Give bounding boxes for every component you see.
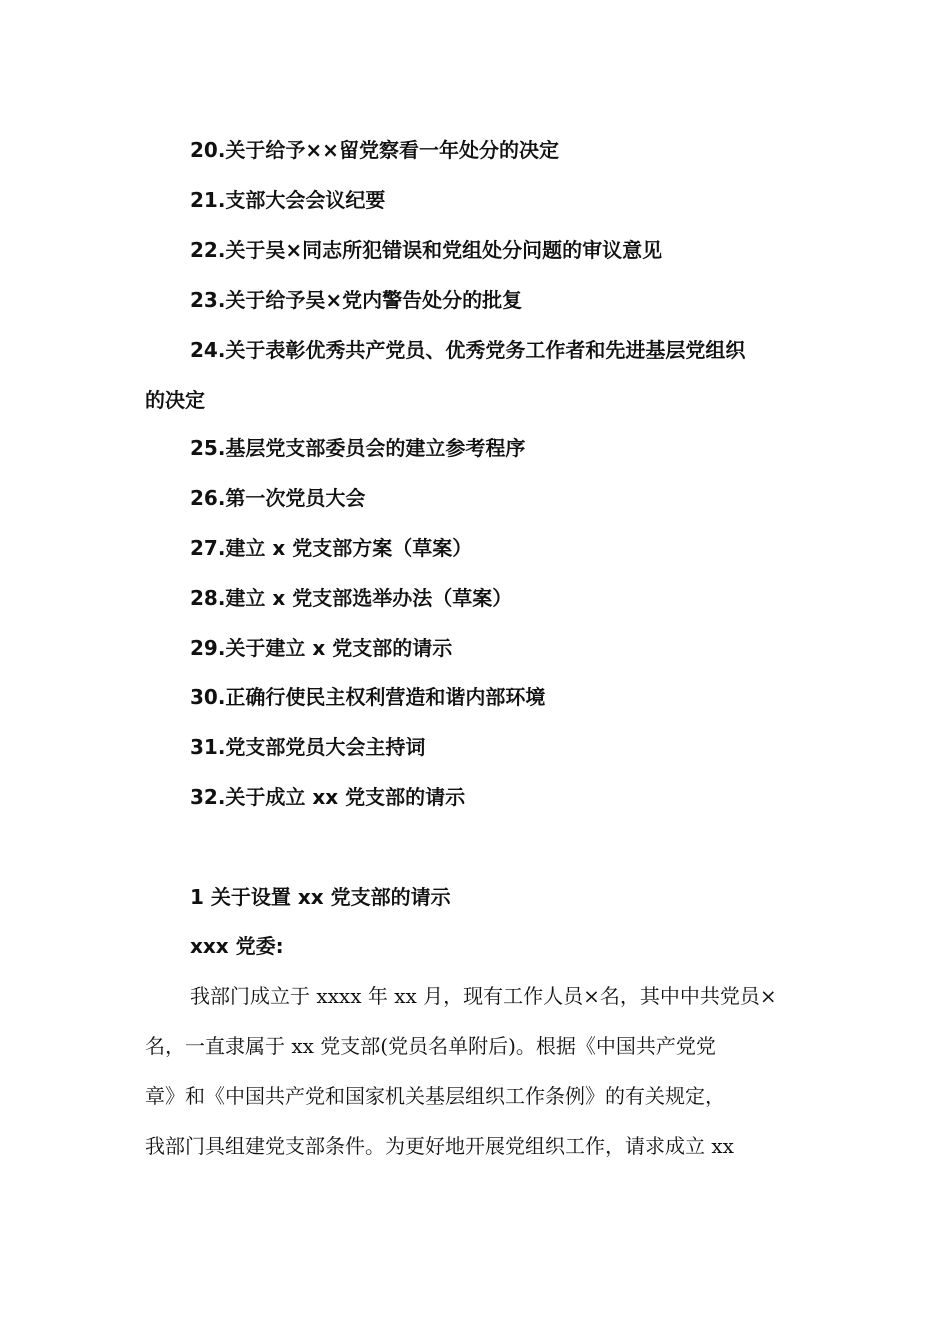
- toc-item: 27.建立 x 党支部方案（草案）: [190, 536, 473, 560]
- section-title: 1 关于设置 xx 党支部的请示: [190, 885, 451, 909]
- toc-item: 22.关于吴×同志所犯错误和党组处分问题的审议意见: [190, 238, 663, 262]
- toc-item: 31.党支部党员大会主持词: [190, 735, 426, 759]
- toc-item-continuation: 的决定: [145, 388, 205, 412]
- toc-item: 24.关于表彰优秀共产党员、优秀党务工作者和先进基层党组织: [190, 338, 746, 362]
- body-paragraph-line: 名，一直隶属于 xx 党支部(党员名单附后)。根据《中国共产党党: [145, 1034, 716, 1058]
- toc-item: 23.关于给予吴×党内警告处分的批复: [190, 288, 523, 312]
- toc-item: 25.基层党支部委员会的建立参考程序: [190, 436, 526, 460]
- toc-item: 30.正确行使民主权利营造和谐内部环境: [190, 685, 546, 709]
- addressee: xxx 党委:: [190, 934, 284, 958]
- toc-item: 20.关于给予××留党察看一年处分的决定: [190, 138, 559, 162]
- body-paragraph-line: 章》和《中国共产党和国家机关基层组织工作条例》的有关规定，: [145, 1084, 725, 1108]
- toc-item: 28.建立 x 党支部选举办法（草案）: [190, 586, 513, 610]
- body-paragraph-line: 我部门成立于 xxxx 年 xx 月，现有工作人员×名，其中中共党员×: [190, 984, 777, 1008]
- toc-item: 21.支部大会会议纪要: [190, 188, 386, 212]
- toc-item: 32.关于成立 xx 党支部的请示: [190, 785, 466, 809]
- toc-item: 26.第一次党员大会: [190, 486, 366, 510]
- body-paragraph-line: 我部门具组建党支部条件。为更好地开展党组织工作，请求成立 xx: [145, 1134, 734, 1158]
- toc-item: 29.关于建立 x 党支部的请示: [190, 636, 453, 660]
